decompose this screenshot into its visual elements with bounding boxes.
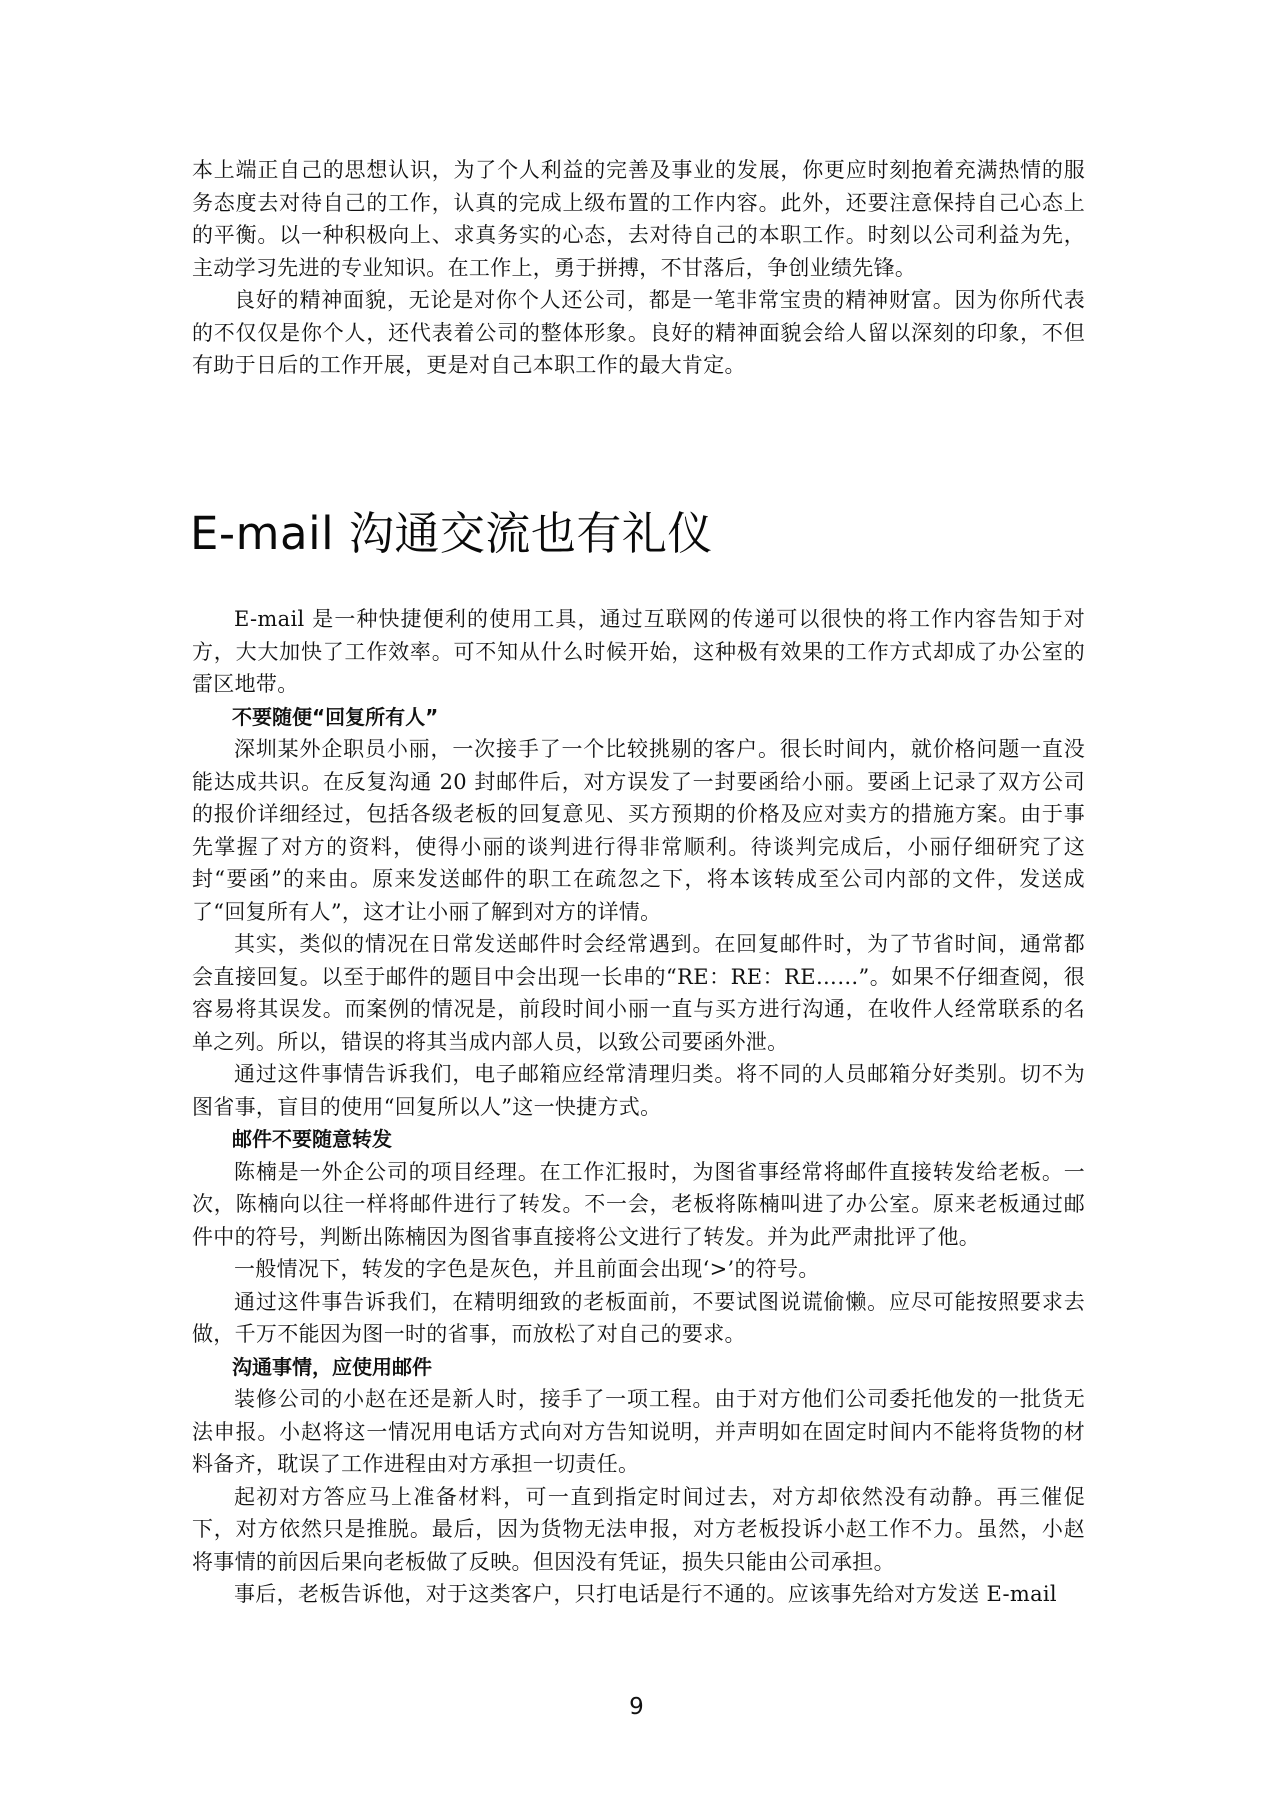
- subsection-heading-reply-all: 不要随便“回复所有人”: [232, 704, 439, 729]
- body-paragraph: 通过这件事情告诉我们，电子邮箱应经常清理归类。将不同的人员邮箱分好类别。切不为图省事，盲目的使用“回复所以人”这一快捷方式。: [192, 1062, 1085, 1119]
- body-paragraph: 其实，类似的情况在日常发送邮件时会经常遇到。在回复邮件时，为了节省时间，通常都会直接回复。以至于邮件的题目中会出现一长串的“RE：RE：RE……”。如果不仔细查阅，很容易将其误发。而案例的情况是，前段时间小丽一直与买方进行沟通，在收件人经常联系的名单之列。所以，错误的将其当成内部人员，以致公司要函外泄。: [192, 932, 1085, 1054]
- body-paragraph: 通过这件事告诉我们，在精明细致的老板面前，不要试图说谎偷懒。应尽可能按照要求去做，千万不能因为图一时的省事，而放松了对自己的要求。: [192, 1289, 1085, 1346]
- section-title: E-mail 沟通交流也有礼仪: [190, 507, 713, 560]
- subsection-heading-forwarding: 邮件不要随意转发: [232, 1127, 392, 1151]
- body-paragraph: 深圳某外企职员小丽，一次接手了一个比较挑剔的客户。很长时间内，就价格问题一直没能达成共识。在反复沟通 20 封邮件后，对方误发了一封要函给小丽。要函上记录了双方公司的报价详细经过，包括各级老板的回复意见、买方预期的价格及应对卖方的措施方案。由于事先掌握了对方的资料，使得小丽的谈判进行得非常顺利。待谈判完成后，小丽仔细研究了这封“要函”的来由。原来发送邮件的职工在疏忽之下，将本该转成至公司内部的文件，发送成了“回复所有人”，这才让小丽了解到对方的详情。: [192, 737, 1085, 924]
- continuation-paragraph: 良好的精神面貌，无论是对你个人还公司，都是一笔非常宝贵的精神财富。因为你所代表的不仅仅是你个人，还代表着公司的整体形象。良好的精神面貌会给人留以深刻的印象，不但有助于日后的工作开展，更是对自己本职工作的最大肯定。: [192, 288, 1085, 377]
- continuation-paragraph: 本上端正自己的思想认识，为了个人利益的完善及事业的发展，你更应时刻抱着充满热情的服务态度去对待自己的工作，认真的完成上级布置的工作内容。此外，还要注意保持自己心态上的平衡。以一种积极向上、求真务实的心态，去对待自己的本职工作。时刻以公司利益为先，主动学习先进的专业知识。在工作上，勇于拼搏，不甘落后，争创业绩先锋。: [192, 158, 1085, 280]
- body-paragraph: 装修公司的小赵在还是新人时，接手了一项工程。由于对方他们公司委托他发的一批货无法申报。小赵将这一情况用电话方式向对方告知说明，并声明如在固定时间内不能将货物的材料备齐，耽误了工作进程由对方承担一切责任。: [192, 1387, 1085, 1476]
- subsection-heading-use-email: 沟通事情，应使用邮件: [232, 1354, 432, 1379]
- page-number: 9: [629, 1694, 644, 1720]
- continuation-text: [192, 154, 1085, 382]
- body-paragraph: 事后，老板告诉他，对于这类客户，只打电话是行不通的。应该事先给对方发送 E-mail: [234, 1582, 1057, 1606]
- section-body: [192, 603, 1085, 1611]
- body-paragraph: 一般情况下，转发的字色是灰色，并且前面会出现‘>’的符号。: [234, 1257, 820, 1281]
- body-paragraph: 起初对方答应马上准备材料，可一直到指定时间过去，对方却依然没有动静。再三催促下，对方依然只是推脱。最后，因为货物无法申报，对方老板投诉小赵工作不力。虽然，小赵将事情的前因后果向老板做了反映。但因没有凭证，损失只能由公司承担。: [192, 1484, 1085, 1574]
- intro-paragraph: E-mail 是一种快捷便利的使用工具，通过互联网的传递可以很快的将工作内容告知于对方，大大加快了工作效率。可不知从什么时候开始，这种极有效果的工作方式却成了办公室的雷区地带。: [192, 607, 1085, 696]
- body-paragraph: 陈楠是一外企公司的项目经理。在工作汇报时，为图省事经常将邮件直接转发给老板。一次，陈楠向以往一样将邮件进行了转发。不一会，老板将陈楠叫进了办公室。原来老板通过邮件中的符号，判断出陈楠因为图省事直接将公文进行了转发。并为此严肃批评了他。: [192, 1159, 1085, 1249]
